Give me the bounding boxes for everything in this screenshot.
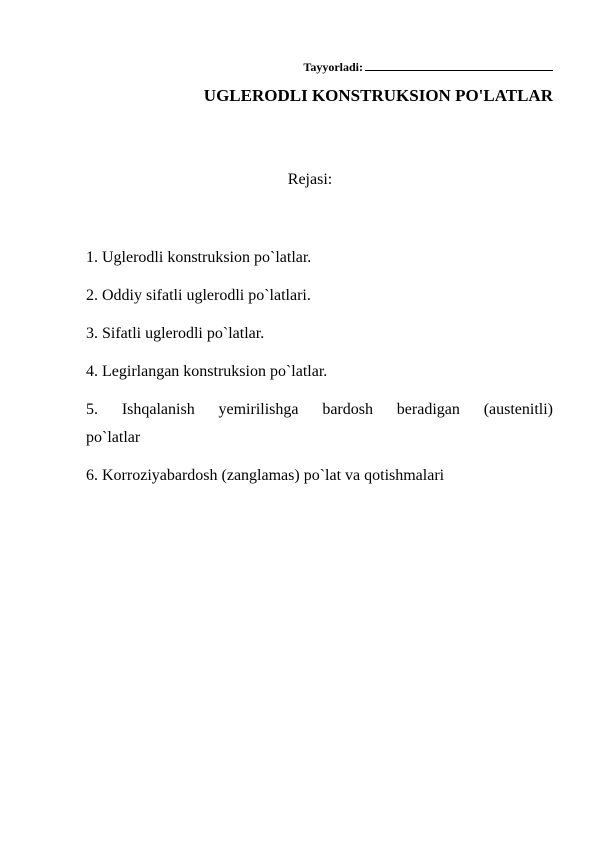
plan-heading: Rejasi: xyxy=(287,171,333,188)
signature-blank-line xyxy=(365,58,553,71)
plan-item-6: 6. Korroziyabardosh (zanglamas) po`lat va qotishmalari xyxy=(86,467,445,484)
plan-item-2: 2. Oddiy sifatli uglerodli po`latlari. xyxy=(86,287,311,304)
plan-item-1: 1. Uglerodli konstruksion po`latlar. xyxy=(86,249,312,266)
plan-item-3: 3. Sifatli uglerodli po`latlar. xyxy=(86,325,265,342)
plan-item-5 xyxy=(86,400,553,448)
plan-item-4: 4. Legirlangan konstruksion po`latlar. xyxy=(86,363,328,380)
plan-item-5-line-2: po`latlar xyxy=(86,429,141,446)
plan-list xyxy=(86,248,553,504)
document-title: UGLERODLI KONSTRUKSION PO'LATLAR xyxy=(203,86,553,105)
prepared-by-label: Tayyorladi: xyxy=(303,60,363,74)
prepared-by-line xyxy=(200,58,553,75)
plan-item-5-line-1: 5. Ishqalanish yemirilishga bardosh beradigan (austenitli) xyxy=(86,401,553,418)
